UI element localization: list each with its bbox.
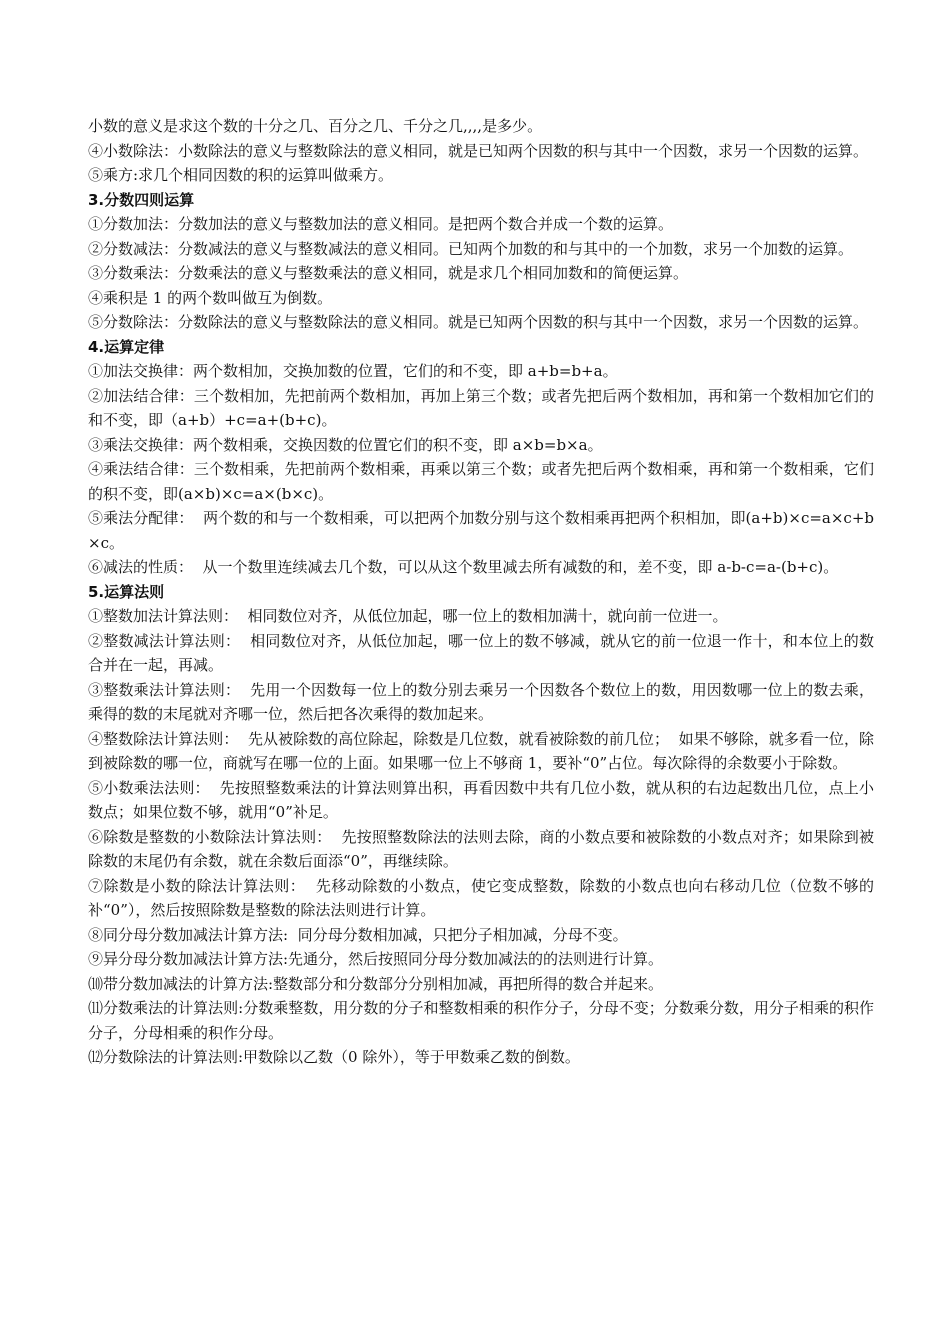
paragraph-fraction-multiplication-rule: ⑾分数乘法的计算法则:分数乘整数，用分数的分子和整数相乘的积作分子，分母不变；分数乘分数，用分子相乘的积作分子，分母相乘的积作分母。 bbox=[88, 999, 874, 1042]
section-heading-operation-rules: 5.运算法则 bbox=[88, 582, 165, 601]
paragraph-fraction-addition: ①分数加法：分数加法的意义与整数加法的意义相同。是把两个数合并成一个数的运算。 bbox=[88, 215, 674, 233]
paragraph-decimal-division-integer-divisor: ⑥除数是整数的小数除法计算法则： 先按照整数除法的法则去除，商的小数点要和被除数的小数点对齐；如果除到被除数的末尾仍有余数，就在余数后面添“0”，再继续除。 bbox=[88, 827, 874, 870]
paragraph-decimal-division-decimal-divisor: ⑦除数是小数的除法计算法则： 先移动除数的小数点，使它变成整数，除数的小数点也向右移动几位（位数不够的补“0”），然后按照除数是整数的除法法则进行计算。 bbox=[88, 876, 874, 919]
paragraph-power: ⑤乘方:求几个相同因数的积的运算叫做乘方。 bbox=[88, 166, 394, 184]
paragraph-integer-multiplication-rule: ③整数乘法计算法则： 先用一个因数每一位上的数分别去乘另一个因数各个数位上的数，用因数哪一位上的数去乘，乘得的数的末尾就对齐哪一位，然后把各次乘得的数加起来。 bbox=[88, 680, 874, 723]
paragraph-integer-subtraction-rule: ②整数减法计算法则： 相同数位对齐，从低位加起，哪一位上的数不够减，就从它的前一位退一作十，和本位上的数合并在一起，再减。 bbox=[88, 631, 874, 674]
document-page bbox=[88, 114, 874, 1070]
paragraph-different-denominator-rule: ⑨异分母分数加减法计算方法:先通分，然后按照同分母分数加减法的的法则进行计算。 bbox=[88, 950, 664, 968]
paragraph-fraction-division-rule: ⑿分数除法的计算法则:甲数除以乙数（0 除外），等于甲数乘乙数的倒数。 bbox=[88, 1048, 580, 1066]
paragraph-commutative-addition: ①加法交换律：两个数相加，交换加数的位置，它们的和不变，即 a+b=b+a。 bbox=[88, 362, 618, 380]
paragraph-mixed-number-rule: ⑽带分数加减法的计算方法:整数部分和分数部分分别相加减，再把所得的数合并起来。 bbox=[88, 974, 664, 993]
paragraph-decimal-multiplication-rule: ⑤小数乘法法则： 先按照整数乘法的计算法则算出积，再看因数中共有几位小数，就从积的右边起数出几位，点上小数点；如果位数不够，就用“0”补足。 bbox=[88, 778, 874, 821]
paragraph-fraction-subtraction: ②分数减法：分数减法的意义与整数减法的意义相同。已知两个加数的和与其中的一个加数，求另一个加数的运算。 bbox=[88, 239, 854, 258]
paragraph-fraction-multiplication: ③分数乘法：分数乘法的意义与整数乘法的意义相同，就是求几个相同加数和的简便运算。 bbox=[88, 264, 689, 282]
paragraph-distributive-law: ⑤乘法分配律： 两个数的和与一个数相乘，可以把两个加数分别与这个数相乘再把两个积相加，即(a+b)×c=a×c+b×c。 bbox=[88, 509, 874, 552]
paragraph-associative-multiplication: ④乘法结合律：三个数相乘，先把前两个数相乘，再乘以第三个数；或者先把后两个数相乘，再和第一个数相乘，它们的积不变，即(a×b)×c=a×(b×c)。 bbox=[88, 460, 874, 503]
section-heading-operation-laws: 4.运算定律 bbox=[88, 337, 165, 356]
section-heading-fraction-operations: 3.分数四则运算 bbox=[88, 190, 195, 209]
paragraph-integer-division-rule: ④整数除法计算法则： 先从被除数的高位除起，除数是几位数，就看被除数的前几位； 如果不够除，就多看一位，除到被除数的哪一位，商就写在哪一位的上面。如果哪一位上不够商 1，要补“0”占位。每次除得的余数要小于除数。 bbox=[88, 729, 874, 772]
paragraph-reciprocal: ④乘积是 1 的两个数叫做互为倒数。 bbox=[88, 288, 333, 307]
paragraph-same-denominator-rule: ⑧同分母分数加减法计算方法: 同分母分数相加减，只把分子相加减，分母不变。 bbox=[88, 925, 628, 944]
paragraph-commutative-multiplication: ③乘法交换律：两个数相乘，交换因数的位置它们的积不变，即 a×b=b×a。 bbox=[88, 435, 603, 454]
paragraph-subtraction-property: ⑥减法的性质： 从一个数里连续减去几个数，可以从这个数里减去所有减数的和，差不变，即 a-b-c=a-(b+c)。 bbox=[88, 558, 839, 576]
paragraph-decimal-meaning: 小数的意义是求这个数的十分之几、百分之几、千分之几,,,,是多少。 bbox=[88, 117, 543, 135]
paragraph-associative-addition: ②加法结合律：三个数相加，先把前两个数相加，再加上第三个数；或者先把后两个数相加，再和第一个数相加它们的和不变，即（a+b）+c=a+(b+c)。 bbox=[88, 386, 874, 429]
paragraph-decimal-division: ④小数除法：小数除法的意义与整数除法的意义相同，就是已知两个因数的积与其中一个因数，求另一个因数的运算。 bbox=[88, 141, 869, 160]
paragraph-fraction-division: ⑤分数除法：分数除法的意义与整数除法的意义相同。就是已知两个因数的积与其中一个因数，求另一个因数的运算。 bbox=[88, 313, 869, 331]
paragraph-integer-addition-rule: ①整数加法计算法则： 相同数位对齐，从低位加起，哪一位上的数相加满十，就向前一位进一。 bbox=[88, 607, 728, 625]
